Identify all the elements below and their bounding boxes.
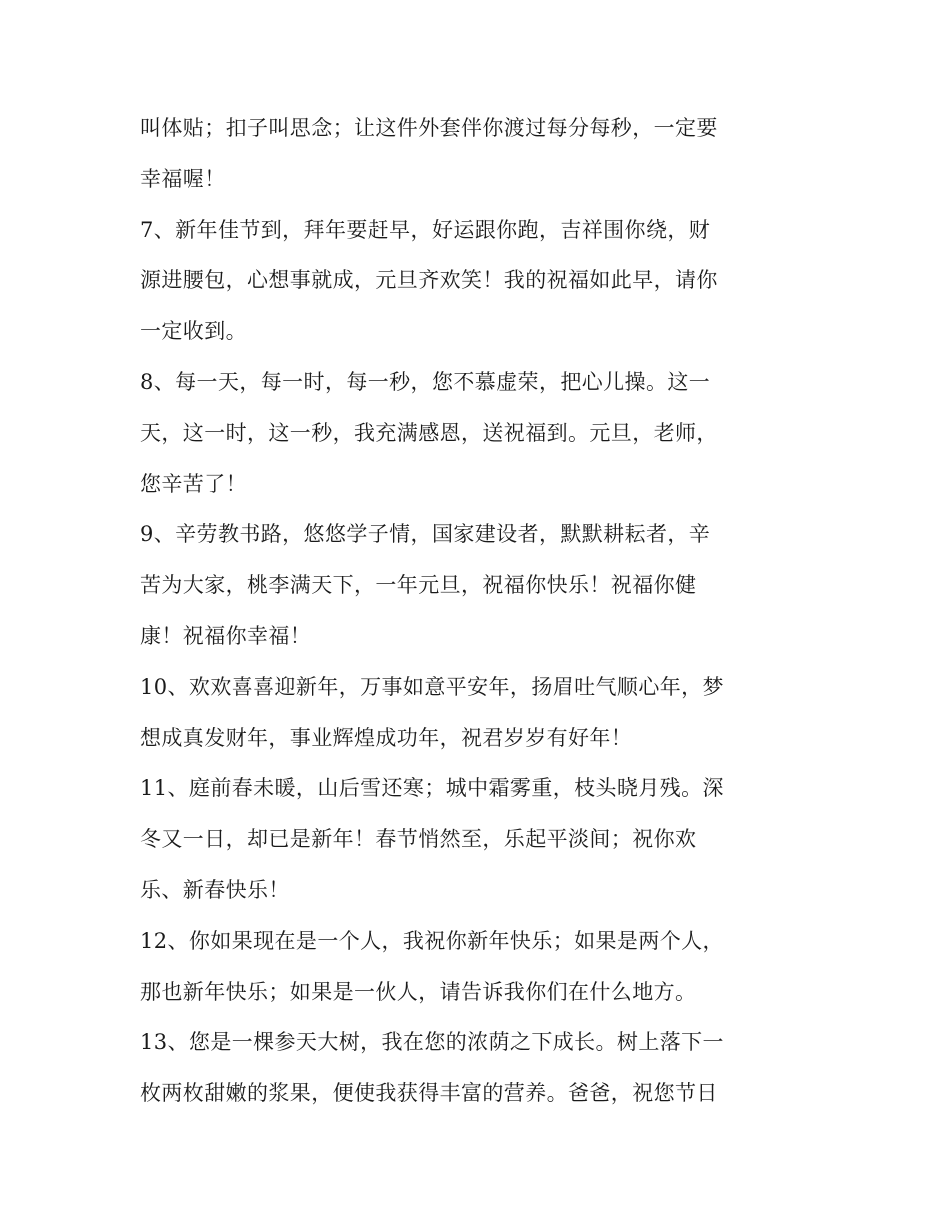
text-line: 康！祝福你幸福！ <box>140 623 312 648</box>
text-line: 7、新年佳节到，拜年要赶早，好运跟你跑，吉祥围你绕，财 <box>140 217 711 242</box>
text-line: 一定收到。 <box>140 319 247 344</box>
text-line: 11、庭前春未暖，山后雪还寒；城中霜雾重，枝头晓月残。深 <box>140 776 724 801</box>
text-line: 13、您是一棵参天大树，我在您的浓荫之下成长。树上落下一 <box>140 1030 724 1055</box>
text-line: 天，这一时，这一秒，我充满感恩，送祝福到。元旦，老师， <box>140 420 718 445</box>
text-line: 12、你如果现在是一个人，我祝你新年快乐；如果是两个人， <box>140 928 724 953</box>
text-line: 想成真发财年，事业辉煌成功年，祝君岁岁有好年！ <box>140 725 633 750</box>
text-line: 那也新年快乐；如果是一伙人，请告诉我你们在什么地方。 <box>140 979 697 1004</box>
document-body <box>140 103 820 1119</box>
text-line: 乐、新春快乐！ <box>140 877 290 902</box>
text-line: 冬又一日，却已是新年！春节悄然至，乐起平淡间；祝你欢 <box>140 827 697 852</box>
text-line: 幸福喔！ <box>140 166 226 191</box>
text-line: 您辛苦了！ <box>140 471 247 496</box>
text-line: 叫体贴；扣子叫思念；让这件外套伴你渡过每分每秒，一定要 <box>140 116 718 140</box>
text-line: 9、辛劳教书路，悠悠学子情，国家建设者，默默耕耘者，辛 <box>140 522 711 547</box>
text-line: 枚两枚甜嫩的浆果，便使我获得丰富的营养。爸爸，祝您节日 <box>140 1081 718 1106</box>
text-line: 苦为大家，桃李满天下，一年元旦，祝福你快乐！祝福你健 <box>140 573 697 598</box>
text-line: 源进腰包，心想事就成，元旦齐欢笑！我的祝福如此早，请你 <box>140 268 718 293</box>
text-line: 10、欢欢喜喜迎新年，万事如意平安年，扬眉吐气顺心年，梦 <box>140 674 724 699</box>
text-line: 8、每一天，每一时，每一秒，您不慕虚荣，把心儿操。这一 <box>140 369 711 394</box>
